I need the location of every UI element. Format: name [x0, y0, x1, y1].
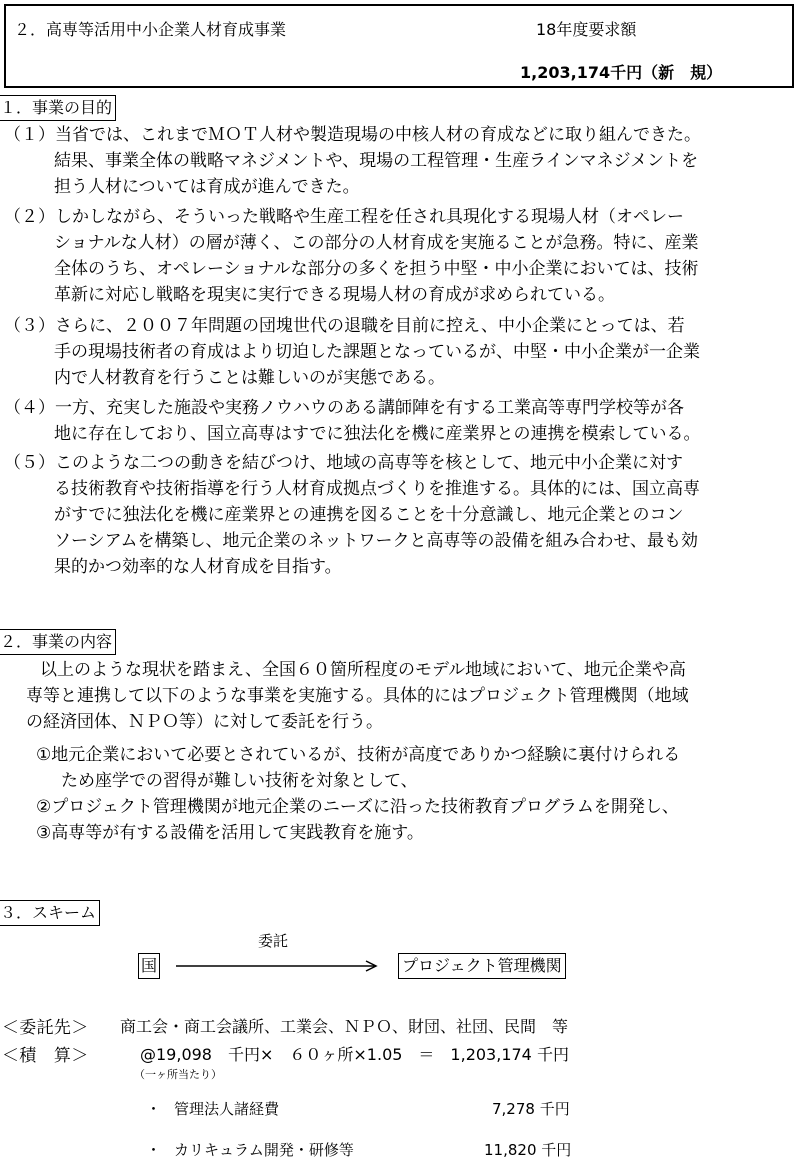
- line: がすでに独法化を機に産業界との連携を図ることを十分意識し、地元企業とのコン: [54, 505, 684, 525]
- line: 以上のような現状を踏まえ、全国６０箇所程度のモデル地域において、地元企業や高: [40, 660, 686, 680]
- line: （２）しかしながら、そういった戦略や生産工程を任され具現化する現場人材（オペレー: [4, 207, 684, 227]
- arrow-label: 委託: [258, 932, 289, 950]
- breakdown-amount: 11,820 千円: [484, 1141, 572, 1159]
- line: 革新に対応し戦略を現実に実行できる現場人材の育成が求められている。: [54, 285, 615, 305]
- sekisan-value: @19,098 千円× ６０ヶ所×1.05 ＝ 1,203,174 千円: [140, 1045, 569, 1064]
- budget-value: 1,203,174千円（新 規）: [520, 63, 723, 82]
- section1-paragraph-3: [4, 313, 700, 391]
- line: 結果、事業全体の戦略マネジメントや、現場の工程管理・生産ラインマネジメントを: [54, 151, 699, 171]
- list-item: ③高専等が有する設備を活用して実践教育を施す。: [36, 823, 424, 843]
- section1-paragraph-4: [4, 395, 701, 447]
- sekisan-note: （一ヶ所当たり）: [134, 1068, 222, 1081]
- line: ショナルな人材）の層が薄く、この部分の人材育成を実施ることが急務。特に、産業: [54, 233, 699, 253]
- line: 全体のうち、オペレーショナルな部分の多くを担う中堅・中小企業においては、技術: [54, 259, 699, 279]
- delegation-arrow: [176, 956, 396, 976]
- line: （５）このような二つの動きを結びつけ、地域の高専等を核として、地元中小企業に対す: [4, 453, 683, 473]
- line: る技術教育や技術指導を行う人材育成拠点づくりを推進する。具体的には、国立高専: [54, 479, 700, 499]
- budget-label: 18年度要求額: [536, 20, 637, 39]
- line: 担う人材については育成が進んできた。: [54, 177, 360, 197]
- project-agency-box: プロジェクト管理機関: [398, 953, 566, 979]
- list-item: ため座学での習得が難しい技術を対象として、: [61, 771, 418, 791]
- itaku-value: 商工会・商工会議所、工業会、ＮＰＯ、財団、社団、民間 等: [120, 1017, 569, 1036]
- line: 専等と連携して以下のような事業を実施する。具体的にはプロジェクト管理機関（地域: [26, 686, 689, 706]
- list-item: ①地元企業において必要とされているが、技術が高度でありかつ経験に裏付けられる: [36, 745, 681, 765]
- section1-paragraph-2: [4, 204, 698, 308]
- section1-paragraph-5: [4, 450, 700, 580]
- section2-items: [36, 742, 680, 846]
- list-item: ②プロジェクト管理機関が地元企業のニーズに沿った技術教育プログラムを開発し、: [36, 797, 679, 817]
- line: 内で人材教育を行うことは難しいのが実態である。: [54, 368, 445, 388]
- sekisan-label: ＜積 算＞: [2, 1046, 89, 1066]
- breakdown-name: カリキュラム開発・研修等: [174, 1141, 354, 1159]
- line: 果的かつ効率的な人材育成を目指す。: [54, 557, 342, 577]
- section2-intro: [4, 657, 689, 735]
- line: （３）さらに、２００７年問題の団塊世代の退職を目前に控え、中小企業にとっては、若: [4, 316, 685, 336]
- line: ソーシアムを構築し、地元企業のネットワークと高専等の設備を組み合わせ、最も効: [54, 531, 698, 551]
- section3-heading: ３．スキーム: [0, 900, 100, 926]
- line: （４）一方、充実した施設や実務ノウハウのある講師陣を有する工業高等専門学校等が各: [4, 398, 684, 418]
- section1-paragraph-1: [4, 122, 701, 200]
- section2-heading: ２．事業の内容: [0, 629, 116, 655]
- breakdown-amount: 7,278 千円: [492, 1100, 570, 1118]
- breakdown-name: 管理法人諸経費: [174, 1100, 280, 1118]
- line: （１）当省では、これまでＭＯＴ人材や製造現場の中核人材の育成などに取り組んできた。: [4, 125, 701, 145]
- country-box: 国: [138, 953, 160, 979]
- section1-heading: １．事業の目的: [0, 95, 116, 121]
- breakdown-bullet: ・: [146, 1100, 162, 1118]
- breakdown-bullet: ・: [146, 1141, 162, 1159]
- line: 地に存在しており、国立高専はすでに独法化を機に産業界との連携を模索している。: [54, 424, 701, 444]
- line: 手の現場技術者の育成はより切迫した課題となっているが、中堅・中小企業が一企業: [54, 342, 700, 362]
- line: の経済団体、ＮＰＯ等）に対して委託を行う。: [26, 712, 383, 732]
- document-title: ２．高専等活用中小企業人材育成事業: [14, 20, 287, 39]
- itaku-label: ＜委託先＞: [2, 1018, 89, 1038]
